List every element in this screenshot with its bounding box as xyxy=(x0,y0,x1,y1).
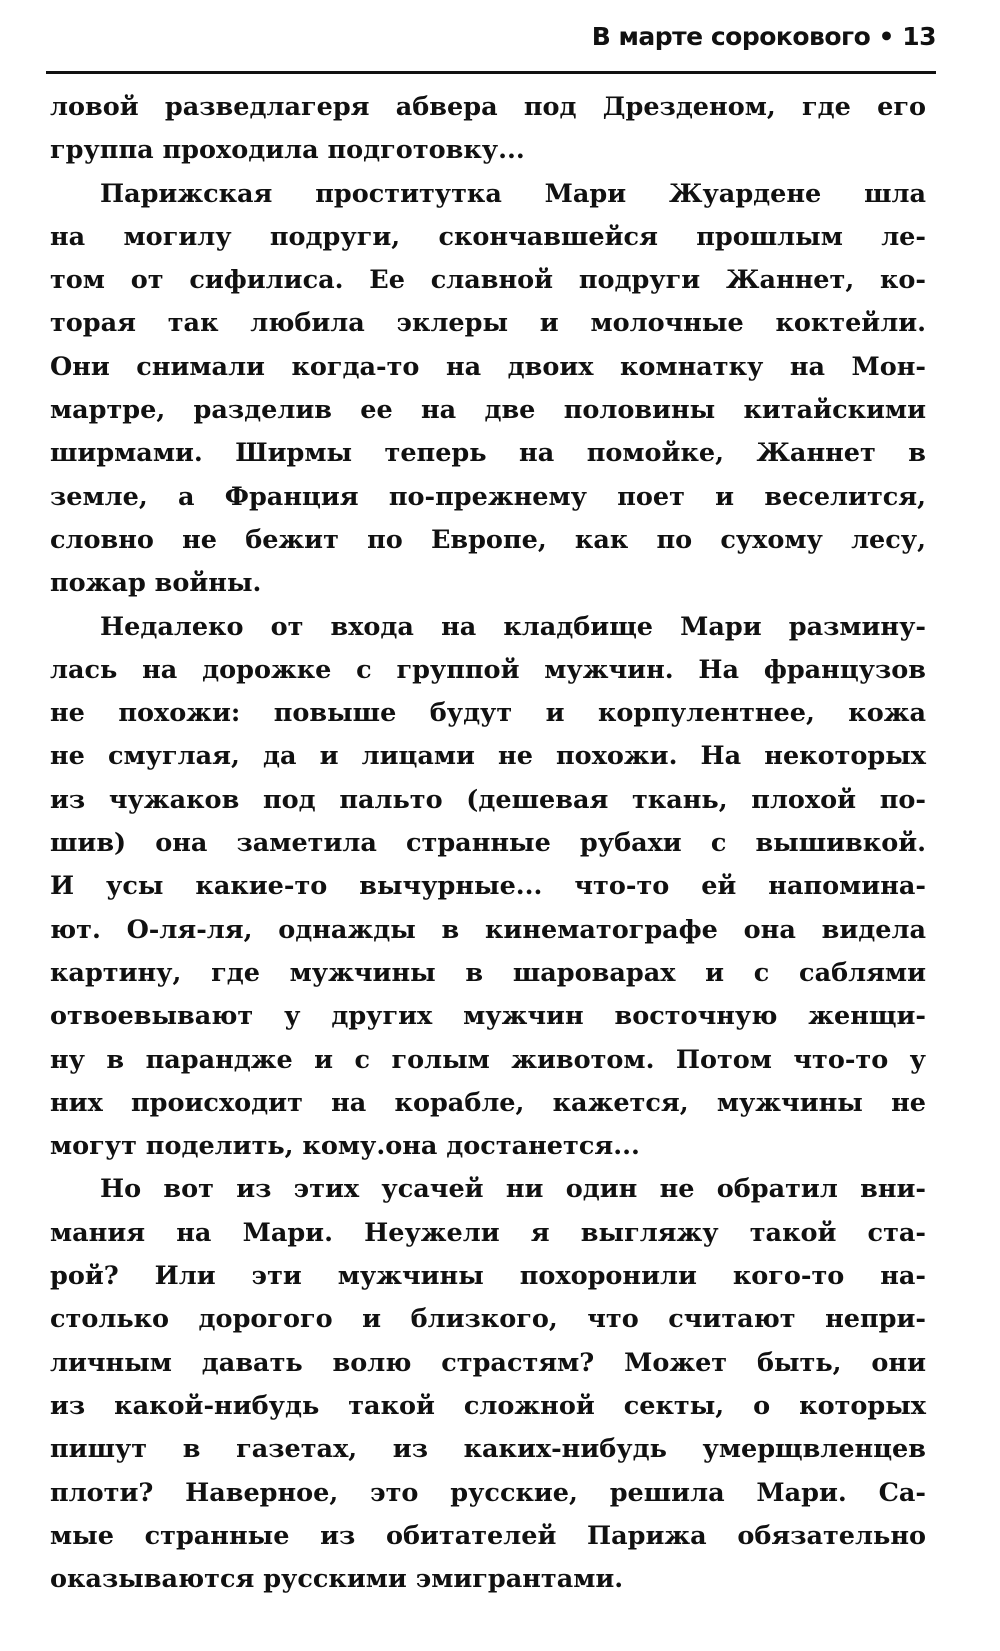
text-line: том от сифилиса. Ее славной подруги Жаннет, ко- xyxy=(50,265,926,296)
text-line: личным давать волю страстям? Может быть, они xyxy=(50,1347,926,1378)
running-title: В марте сорокового xyxy=(591,22,871,51)
header-separator-dot: • xyxy=(878,22,894,51)
text-line: ну в парандже и с голым животом. Потом что-то у xyxy=(50,1044,926,1075)
header-rule xyxy=(46,71,936,74)
text-line: ширмами. Ширмы теперь на помойке, Жаннет в xyxy=(50,438,926,469)
text-line: столько дорогого и близкого, что считают непри- xyxy=(50,1304,926,1335)
text-line: И усы какие-то вычурные... что-то ей напомина- xyxy=(50,871,926,902)
text-line: пожар войны. xyxy=(50,568,262,599)
text-line: словно не бежит по Европе, как по сухому лесу, xyxy=(50,524,926,555)
paragraph xyxy=(50,173,926,606)
text-line: не похожи: повыше будут и корпулентнее, кожа xyxy=(50,698,926,729)
text-line: на могилу подруги, скончавшейся прошлым ле- xyxy=(50,221,926,252)
text-line: Они снимали когда-то на двоих комнатку на Мон- xyxy=(50,351,926,382)
text-line: плоти? Наверное, это русские, решила Мари. Са- xyxy=(50,1477,926,1508)
page-number: 13 xyxy=(902,22,936,51)
text-line: оказываются русскими эмигрантами. xyxy=(50,1564,624,1595)
text-line: пишут в газетах, из каких-нибудь умерщвленцев xyxy=(50,1434,926,1465)
text-line: рой? Или эти мужчины похоронили кого-то на- xyxy=(50,1261,926,1292)
text-line: группа проходила подготовку... xyxy=(50,135,525,166)
text-line: картину, где мужчины в шароварах и с саблями xyxy=(50,957,926,988)
text-line: мартре, разделив ее на две половины китайскими xyxy=(50,395,926,426)
text-line: могут поделить, кому.она достанется... xyxy=(50,1131,640,1162)
text-line: ловой разведлагеря абвера под Дрезденом, где его xyxy=(50,92,926,122)
running-title-line xyxy=(592,22,936,51)
text-line: лась на дорожке с группой мужчин. На французов xyxy=(50,654,926,685)
text-line: Недалеко от входа на кладбище Мари размину- xyxy=(100,611,926,642)
running-head xyxy=(46,18,936,74)
text-line: Но вот из этих усачей ни один не обратил вни- xyxy=(100,1174,926,1205)
text-line: шив) она заметила странные рубахи с вышивкой. xyxy=(50,828,926,859)
text-line: Парижская проститутка Мари Жуардене шла xyxy=(100,178,926,209)
text-line: из какой-нибудь такой сложной секты, о которых xyxy=(50,1390,926,1421)
text-line: не смуглая, да и лицами не похожи. На некоторых xyxy=(50,741,926,772)
paragraph xyxy=(50,1168,926,1601)
text-line: них происходит на корабле, кажется, мужчины не xyxy=(50,1087,926,1118)
body-text xyxy=(50,86,926,1601)
text-line: торая так любила эклеры и молочные коктейли. xyxy=(50,308,926,339)
text-line: мания на Мари. Неужели я выгляжу такой ста- xyxy=(50,1217,926,1248)
paragraph xyxy=(50,86,926,173)
text-line: ют. О-ля-ля, однажды в кинематографе она видела xyxy=(50,914,926,945)
text-line: из чужаков под пальто (дешевая ткань, плохой по- xyxy=(50,784,926,815)
text-line: мые странные из обитателей Парижа обязательно xyxy=(50,1520,926,1551)
text-line: земле, а Франция по-прежнему поет и веселится, xyxy=(50,481,926,512)
paragraph xyxy=(50,606,926,1169)
text-line: отвоевывают у других мужчин восточную женщи- xyxy=(50,1001,926,1032)
